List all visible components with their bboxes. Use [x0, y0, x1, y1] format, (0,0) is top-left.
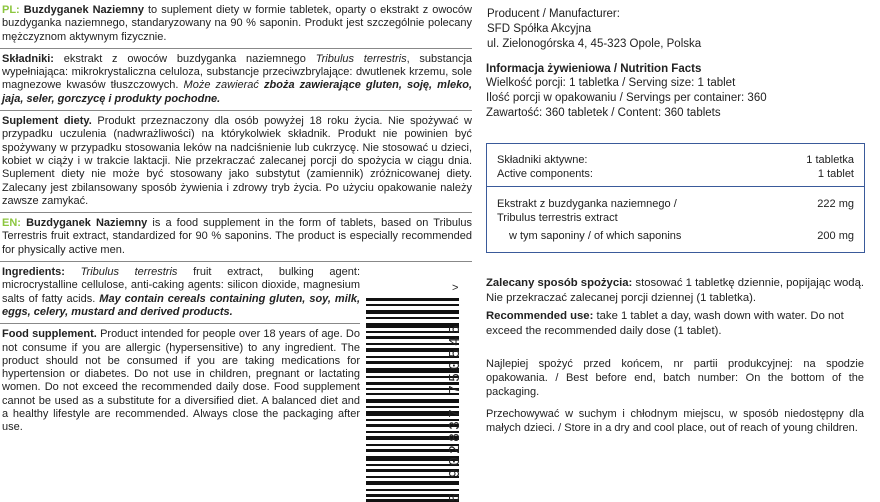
nutrition-table	[486, 143, 865, 253]
extract-en: Tribulus terrestris extract	[497, 212, 618, 224]
en-ingredients	[2, 266, 360, 319]
en-ingredients-text: fruit extract, bulking agent: microcrystalline cellulose, anti-caking agents: silicon dioxide, magnesium salts of fatty acids.	[2, 266, 360, 305]
usage-en-text: take 1 tablet a day, wash down with water. Do not exceed the recommended daily dose (1 tablet).	[486, 310, 844, 337]
pl-supplement-label: Suplement diety.	[2, 115, 92, 128]
pl-product-name: Buzdyganek Naziemny	[23, 4, 144, 16]
per-en: 1 tablet	[817, 168, 854, 180]
en-intro-text: is a food supplement in the form of tablets, based on Tribulus Terrestris fruit extract, standardized for 90 % saponins. The product is especially recommended for physically active men.	[2, 217, 473, 256]
barcode-digits: 5 902837 750545	[447, 321, 464, 502]
saponins-label: w tym saponiny / of which saponins	[509, 230, 682, 242]
divider	[0, 48, 472, 49]
pl-intro	[2, 4, 472, 44]
table-row	[497, 154, 854, 167]
barcode-arrow: >	[452, 282, 459, 294]
active-pl: Składniki aktywne:	[497, 154, 588, 166]
divider	[0, 110, 472, 111]
pl-intro-text: to suplement diety w formie tabletek, oparty o ekstrakt z owoców buzdyganka naziemnego, standaryzowany na 90 % saponin. Produkt jest szczególnie polecany mężczyznom aktywnym fizycznie.	[2, 4, 472, 43]
nutrition-title: Informacja żywieniowa / Nutrition Facts	[486, 63, 702, 75]
producer-address: ul. Zielonogórska 4, 45-323 Opole, Polska	[487, 38, 702, 50]
table-row	[497, 198, 854, 211]
usage-pl-label: Zalecany sposób spożycia:	[486, 277, 633, 289]
saponins-value: 200 mg	[817, 230, 854, 242]
en-product-name: Buzdyganek Naziemny	[26, 217, 148, 230]
en-lang-tag: EN:	[2, 217, 21, 230]
pl-lang-tag: PL:	[2, 4, 20, 16]
pl-ingredients-label: Składniki:	[2, 52, 54, 65]
en-supplement	[2, 328, 360, 434]
pl-ingredients-latin: Tribulus terrestris	[315, 52, 407, 65]
pl-may-contain: Może zawierać	[183, 79, 259, 92]
usage-pl-text: stosować 1 tabletkę dziennie, popijając wodą. Nie przekraczać zalecanej porcji dziennej (1 tabletka).	[486, 277, 865, 304]
producer-name: SFD Spółka Akcyjna	[487, 23, 592, 35]
table-row	[497, 168, 854, 181]
divider	[0, 323, 360, 324]
usage-pl	[486, 276, 864, 305]
en-ingredients-latin: Tribulus terrestris	[80, 266, 178, 279]
pl-ingredients	[2, 53, 472, 106]
producer-block	[487, 7, 866, 52]
extract-pl: Ekstrakt z buzdyganka naziemnego /	[497, 198, 677, 210]
pl-supplement	[2, 115, 472, 208]
pl-ingredients-text-1: ekstrakt z owoców buzdyganka naziemnego	[63, 52, 306, 65]
servings-per-container: Ilość porcji w opakowaniu / Servings per container: 360	[486, 92, 767, 105]
extract-value: 222 mg	[817, 198, 854, 210]
en-intro	[2, 217, 472, 257]
producer-label: Producent / Manufacturer:	[487, 8, 620, 20]
pl-allergens: zboża zawierające gluten, soję, mleko, jaja, seler, gorczycę i produkty pochodne.	[2, 79, 473, 105]
serving-size: Wielkość porcji: 1 tabletka / Serving size: 1 tablet	[486, 77, 736, 90]
content: Zawartość: 360 tabletek / Content: 360 tablets	[486, 107, 721, 120]
table-row	[497, 230, 854, 243]
en-ingredients-label: Ingredients:	[2, 266, 65, 279]
usage-en-label: Recommended use:	[486, 310, 594, 322]
en-may-contain: May contain cereals containing gluten, soy, milk, eggs, celery, mustard and derived products.	[2, 292, 361, 318]
barcode	[366, 298, 459, 502]
storage: Przechowywać w suchym i chłodnym miejscu, w sposób niedostępny dla małych dzieci. / Store in a dry and cool place, out of reach of young children.	[486, 408, 864, 434]
active-en: Active components:	[497, 168, 593, 180]
pl-supplement-text: Produkt przeznaczony dla osób powyżej 18 roku życia. Nie spożywać w przypadku uczulenia (nadwrażliwości) na którykolwiek składnik. Produkt nie powinien być spożywany w przypadku stosowania leków na nadciśnienie lub cukrzycę. Nie stosować u dzieci, kobiet w ciąży i w trakcie laktacji. Nie przekraczać zalecanej porcji do spożycia w ciągu dnia. Suplement diety nie może być stosowany jako substytut (zamiennik) zróżnicowanej diety. Zalecany jest zbilansowany sposób żywienia i zdrowy tryb życia. Po użyciu opakowanie należy zawsze zamykać.	[2, 115, 472, 207]
en-supplement-text: Product intended for people over 18 years of age. Do not consume if you are allergic (hypersensitive) to any ingredient. The product should not be consumed if you are taking medications for hypertension or diabetes. Do not use in children, pregnant or lactating women. Do not exceed the recommended daily dose. Food supplement cannot be used as a substitute for a diversified diet. A balanced diet and a healthy lifestyle are recommended. Always close the packaging after use.	[2, 328, 360, 434]
table-divider	[487, 186, 864, 187]
best-before: Najlepiej spożyć przed końcem, nr partii produkcyjnej: na spodzie opakowania. / Best before end, batch number: On the bottom of the packaging.	[486, 358, 864, 398]
per-pl: 1 tabletka	[806, 154, 854, 166]
divider	[0, 212, 472, 213]
en-supplement-label: Food supplement.	[2, 328, 97, 341]
table-row	[497, 212, 854, 225]
pl-ingredients-text-2: , substancja wypełniająca: mikrokrystaliczna celuloza, substancje przeciwzbrylające: dwutlenek krzemu, sole magnezowe kwasów tłuszczowych.	[2, 52, 473, 92]
divider	[0, 261, 472, 262]
usage-en	[486, 309, 864, 338]
right-column	[486, 0, 866, 121]
